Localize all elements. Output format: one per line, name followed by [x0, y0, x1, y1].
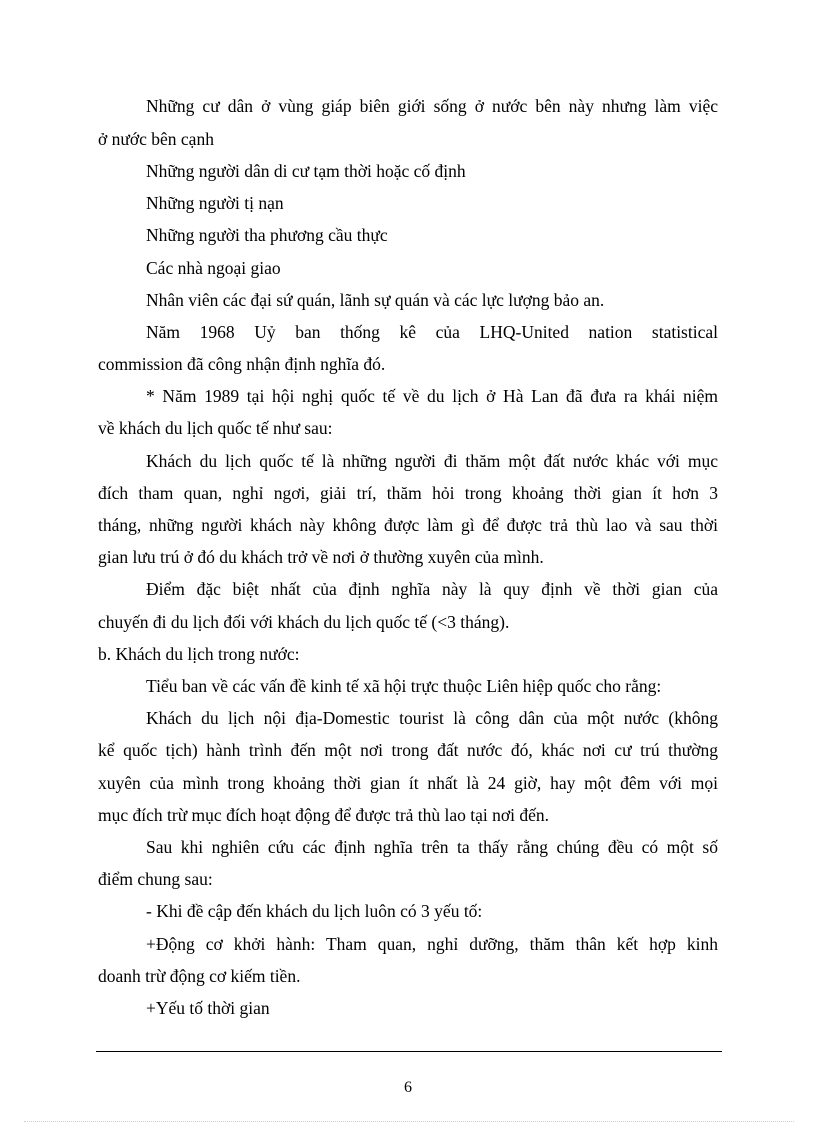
text-line: doanh trừ động cơ kiếm tiền.: [98, 966, 301, 986]
text-line: Các nhà ngoại giao: [146, 258, 281, 278]
text-line: Những người dân di cư tạm thời hoặc cố định: [146, 161, 466, 181]
text-line: về khách du lịch quốc tế như sau:: [98, 418, 333, 438]
text-line: Điểm đặc biệt nhất của định nghĩa này là quy định về thời gian của: [146, 579, 718, 599]
page-number: 6: [404, 1079, 412, 1096]
text-line: Tiểu ban về các vấn đề kinh tế xã hội trực thuộc Liên hiệp quốc cho rằng:: [146, 676, 662, 696]
section-heading: b. Khách du lịch trong nước:: [98, 644, 300, 664]
text-line: mục đích trừ mục đích hoạt động để được trả thù lao tại nơi đến.: [98, 805, 550, 825]
text-line: gian lưu trú ở đó du khách trở về nơi ở thường xuyên của mình.: [98, 547, 544, 567]
text-line: +Động cơ khởi hành: Tham quan, nghỉ dưỡng, thăm thân kết hợp kinh: [146, 934, 718, 954]
text-line: ở nước bên cạnh: [98, 129, 214, 149]
text-line: Khách du lịch nội địa-Domestic tourist là công dân của một nước (không: [146, 708, 718, 728]
text-line: Những người tị nạn: [146, 193, 284, 213]
text-line: Năm 1968 Uỷ ban thống kê của LHQ-United nation statistical: [146, 322, 718, 342]
text-line: Sau khi nghiên cứu các định nghĩa trên ta thấy rằng chúng đều có một số: [146, 837, 718, 857]
text-line: * Năm 1989 tại hội nghị quốc tế về du lịch ở Hà Lan đã đưa ra khái niệm: [146, 386, 718, 406]
text-line: +Yếu tố thời gian: [146, 998, 270, 1018]
footer-rule: [96, 1051, 722, 1052]
text-line: - Khi đề cập đến khách du lịch luôn có 3 yếu tố:: [146, 901, 483, 921]
text-line: kể quốc tịch) hành trình đến một nơi trong đất nước đó, khác nơi cư trú thường: [98, 740, 718, 760]
text-line: Những người tha phương cầu thực: [146, 225, 388, 245]
text-line: đích tham quan, nghỉ ngơi, giải trí, thăm hỏi trong khoảng thời gian ít hơn 3: [98, 483, 718, 503]
text-line: commission đã công nhận định nghĩa đó.: [98, 354, 386, 374]
page-bottom-border: [24, 1121, 794, 1122]
text-line: Nhân viên các đại sứ quán, lãnh sự quán và các lực lượng bảo an.: [146, 290, 605, 310]
text-line: xuyên của mình trong khoảng thời gian ít nhất là 24 giờ, hay một đêm với mọi: [98, 773, 718, 793]
text-line: Khách du lịch quốc tế là những người đi thăm một đất nước khác với mục: [146, 451, 718, 471]
text-line: điểm chung sau:: [98, 869, 213, 889]
text-line: tháng, những người khách này không được làm gì để được trả thù lao và sau thời: [98, 515, 718, 535]
text-line: chuyến đi du lịch đối với khách du lịch quốc tế (<3 tháng).: [98, 612, 510, 632]
text-line: Những cư dân ở vùng giáp biên giới sống ở nước bên này nhưng làm việc: [146, 96, 718, 116]
